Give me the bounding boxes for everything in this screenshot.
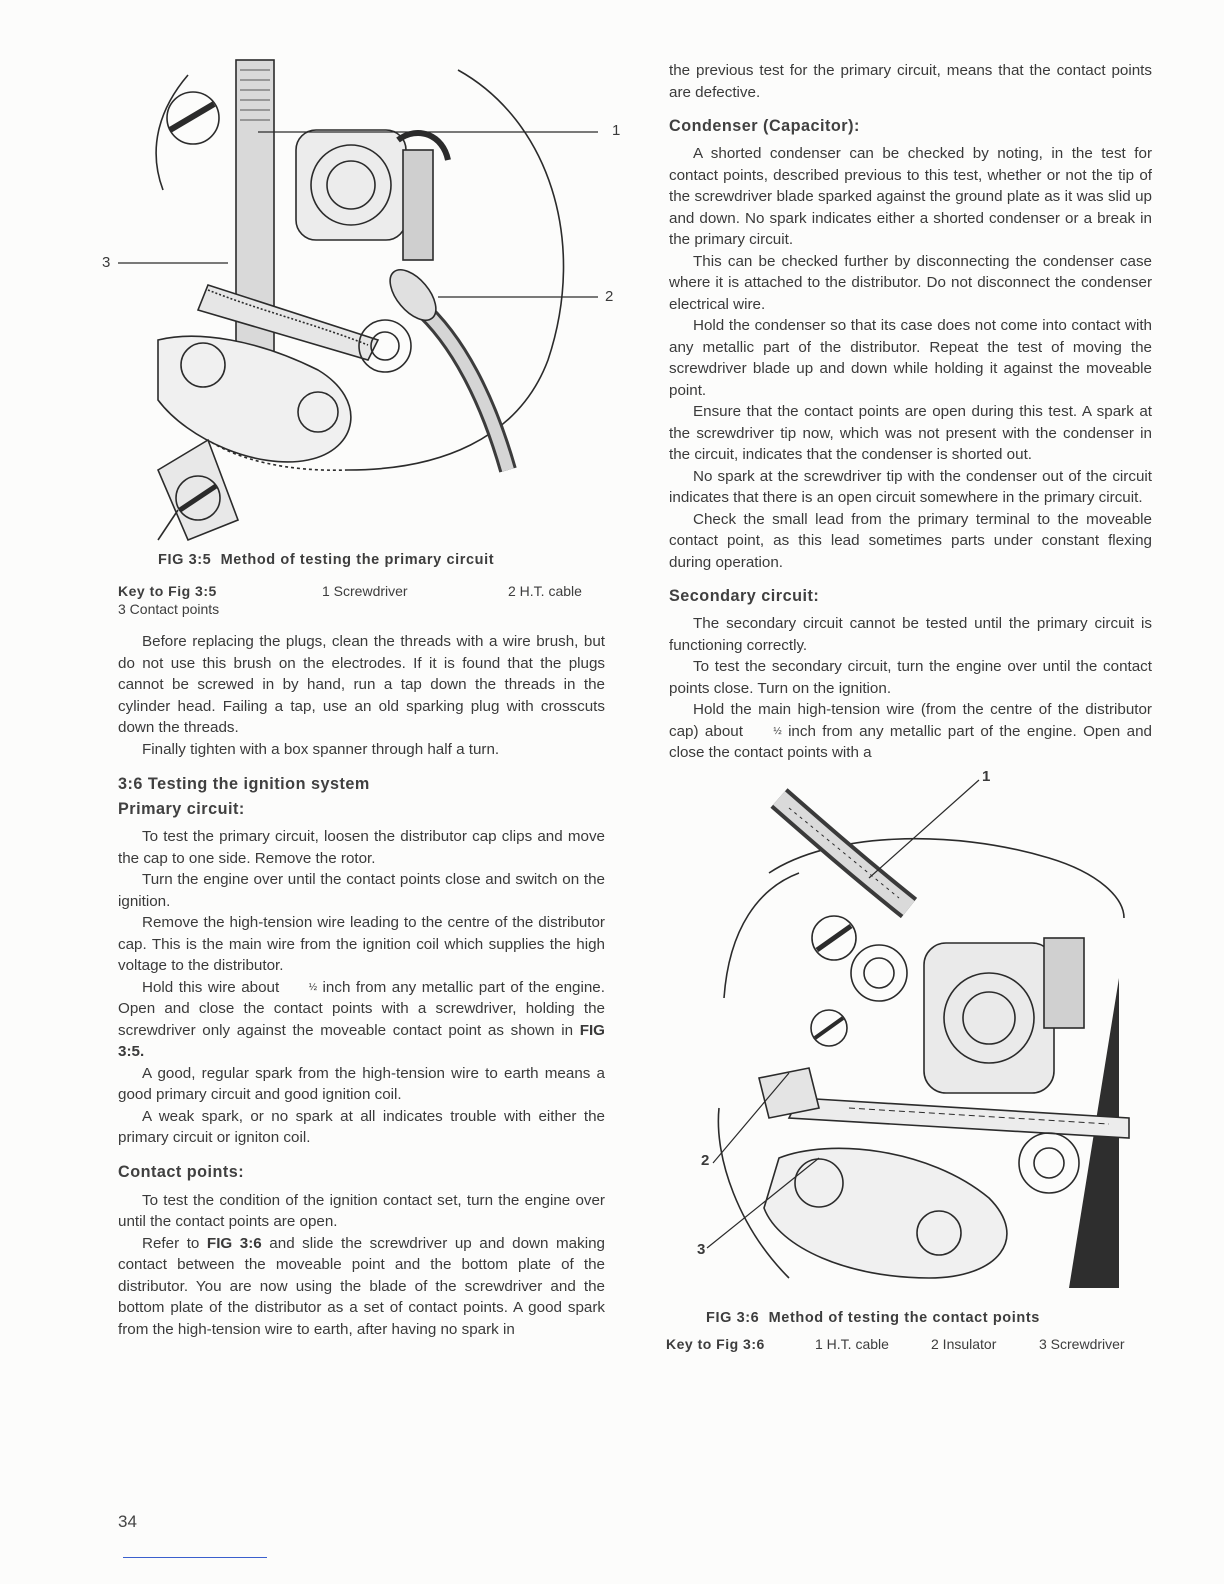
primary-paragraph-4 — [118, 977, 605, 1063]
fig-3-5-label-2: 2 — [605, 288, 614, 305]
condenser-paragraph-5: No spark at the screwdriver tip with the condenser out of the circuit indicates that there is an open circuit somewhere in the primary circuit. — [669, 467, 1152, 506]
fig-3-6-key-item-3: 3 Screwdriver — [1039, 1335, 1125, 1352]
fig-3-6-key-item-2: 2 Insulator — [931, 1335, 997, 1352]
page-number: 34 — [118, 1512, 137, 1531]
fig-3-5-label-1: 1 — [612, 122, 621, 139]
fig-3-6-label-2: 2 — [701, 1151, 710, 1169]
fig-3-5-label-3: 3 — [102, 254, 111, 271]
fraction-half: ½ — [773, 725, 782, 737]
fig-3-6-label-3: 3 — [697, 1240, 706, 1258]
fig-3-6-key-label: Key to Fig 3:6 — [666, 1335, 765, 1352]
primary-paragraph-4-start: Hold this wire about — [142, 978, 280, 996]
primary-paragraph-4-body: inch from any metallic part of the engine. Open and close the contact points with a screwdriver, holding the screwdriver only against the moveable contact point as shown in — [118, 978, 605, 1039]
fig-3-5-caption-number: FIG 3:5 — [158, 552, 212, 568]
condenser-paragraph-2: This can be checked further by disconnecting the condenser case where it is attached to the distributor. Do not disconnect the condenser electrical wire. — [669, 252, 1152, 313]
condenser-paragraph-6: Check the small lead from the primary terminal to the moveable contact point, as this lead sometimes parts under constant flexing during operation. — [669, 510, 1152, 571]
fig-3-5-key — [118, 582, 605, 620]
contact-points-heading: Contact points: — [118, 1162, 245, 1181]
primary-circuit-heading: Primary circuit: — [118, 800, 245, 818]
fig-3-6-key — [666, 1335, 1152, 1355]
secondary-paragraph-3-start: Hold the main high-tension wire (from the centre of the distributor cap) about — [669, 701, 1152, 740]
intro-paragraph-2: Finally tighten with a box spanner through half a turn. — [142, 740, 500, 758]
distributor-illustration-3-6 — [669, 778, 1152, 1308]
section-heading-3-6: 3:6 Testing the ignition system — [118, 775, 370, 793]
fig-3-5-key-item-2: 2 H.T. cable — [508, 583, 582, 599]
fig-3-5-caption — [118, 552, 605, 568]
contact-paragraph-2-body: and slide the screwdriver up and down making contact between the moveable point and the bottom plate of the distributor. You are now using the blade of the screwdriver and the bottom plate of the distributor as a set of contact points. A good spark from the high-tension wire to earth, after having no spark in — [118, 1234, 605, 1338]
fig-3-5-caption-text: Method of testing the primary circuit — [220, 552, 495, 568]
contact-paragraph-1: To test the condition of the ignition contact set, turn the engine over until the contact points are open. — [118, 1191, 605, 1230]
secondary-paragraph-2: To test the secondary circuit, turn the engine over until the contact points close. Turn on the ignition. — [669, 658, 1152, 697]
fig-3-6-caption-text: Method of testing the contact points — [768, 1309, 1040, 1326]
primary-paragraph-6: A weak spark, or no spark at all indicates trouble with either the primary circuit or igniton coil. — [118, 1107, 605, 1146]
primary-paragraph-1: To test the primary circuit, loosen the distributor cap clips and move the cap to one side. Remove the rotor. — [118, 828, 605, 867]
secondary-paragraph-3-body: inch from any metallic part of the engine. Open and close the contact points with a — [669, 722, 1152, 761]
left-column — [102, 40, 621, 1340]
distributor-illustration-3-5 — [118, 40, 605, 542]
fig-3-6-caption-number: FIG 3:6 — [706, 1309, 760, 1326]
fig-3-6-reference: FIG 3:6 — [206, 1234, 262, 1252]
condenser-heading: Condenser (Capacitor): — [669, 117, 860, 135]
right-column — [666, 60, 1152, 1355]
bottom-rule — [123, 1557, 267, 1558]
continued-paragraph: the previous test for the primary circuit, means that the contact points are defective. — [669, 62, 1152, 101]
primary-paragraph-5: A good, regular spark from the high-tension wire to earth means a good primary circuit and good ignition coil. — [118, 1064, 605, 1103]
contact-paragraph-2 — [118, 1233, 605, 1341]
condenser-paragraph-1: A shorted condenser can be checked by noting, in the test for contact points, described previous to this test, whether or not the tip of the screwdriver blade sparked against the ground plate as it was slid up and down. No spark indicates either a shorted condenser or a break in the primary circuit. — [669, 145, 1152, 248]
fig-3-6-key-item-1: 1 H.T. cable — [815, 1335, 889, 1352]
fig-3-6-label-1: 1 — [982, 767, 991, 785]
condenser-paragraph-4: Ensure that the contact points are open during this test. A spark at the screwdriver tip now, which was not present with the condenser in the circuit, indicates that the condenser is shorted out. — [669, 403, 1152, 463]
fig-3-5-key-label: Key to Fig 3:5 — [118, 583, 217, 599]
secondary-paragraph-3 — [669, 699, 1152, 764]
figure-3-6 — [669, 767, 1152, 1308]
fraction-half: ½ — [308, 981, 318, 993]
contact-paragraph-2-start: Refer to — [142, 1234, 200, 1252]
fig-3-5-key-item-1: 1 Screwdriver — [322, 583, 408, 599]
figure-3-5 — [102, 40, 621, 542]
secondary-circuit-heading: Secondary circuit: — [669, 587, 820, 605]
secondary-paragraph-1: The secondary circuit cannot be tested until the primary circuit is functioning correctly. — [669, 615, 1152, 654]
primary-paragraph-2: Turn the engine over until the contact points close and switch on the ignition. — [118, 871, 605, 910]
fig-3-6-caption — [669, 1310, 1152, 1326]
fig-3-5-reference: FIG 3:5. — [118, 1021, 605, 1060]
primary-paragraph-3: Remove the high-tension wire leading to the centre of the distributor cap. This is the main wire from the ignition coil which supplies the high voltage to the distributor. — [118, 914, 605, 974]
fig-3-5-key-item-3: 3 Contact points — [118, 601, 220, 617]
condenser-paragraph-3: Hold the condenser so that its case does not come into contact with any metallic part of the distributor. Repeat the test of moving the screwdriver blade up and down while holding it against the moveable point. — [669, 317, 1152, 399]
intro-paragraph-1: Before replacing the plugs, clean the threads with a wire brush, but do not use this brush on the electrodes. If it is found that the plugs cannot be screwed in by hand, run a tap down the threads in the cylinder head. Failing a tap, use an old sparking plug with crosscuts down the threads. — [118, 633, 605, 736]
